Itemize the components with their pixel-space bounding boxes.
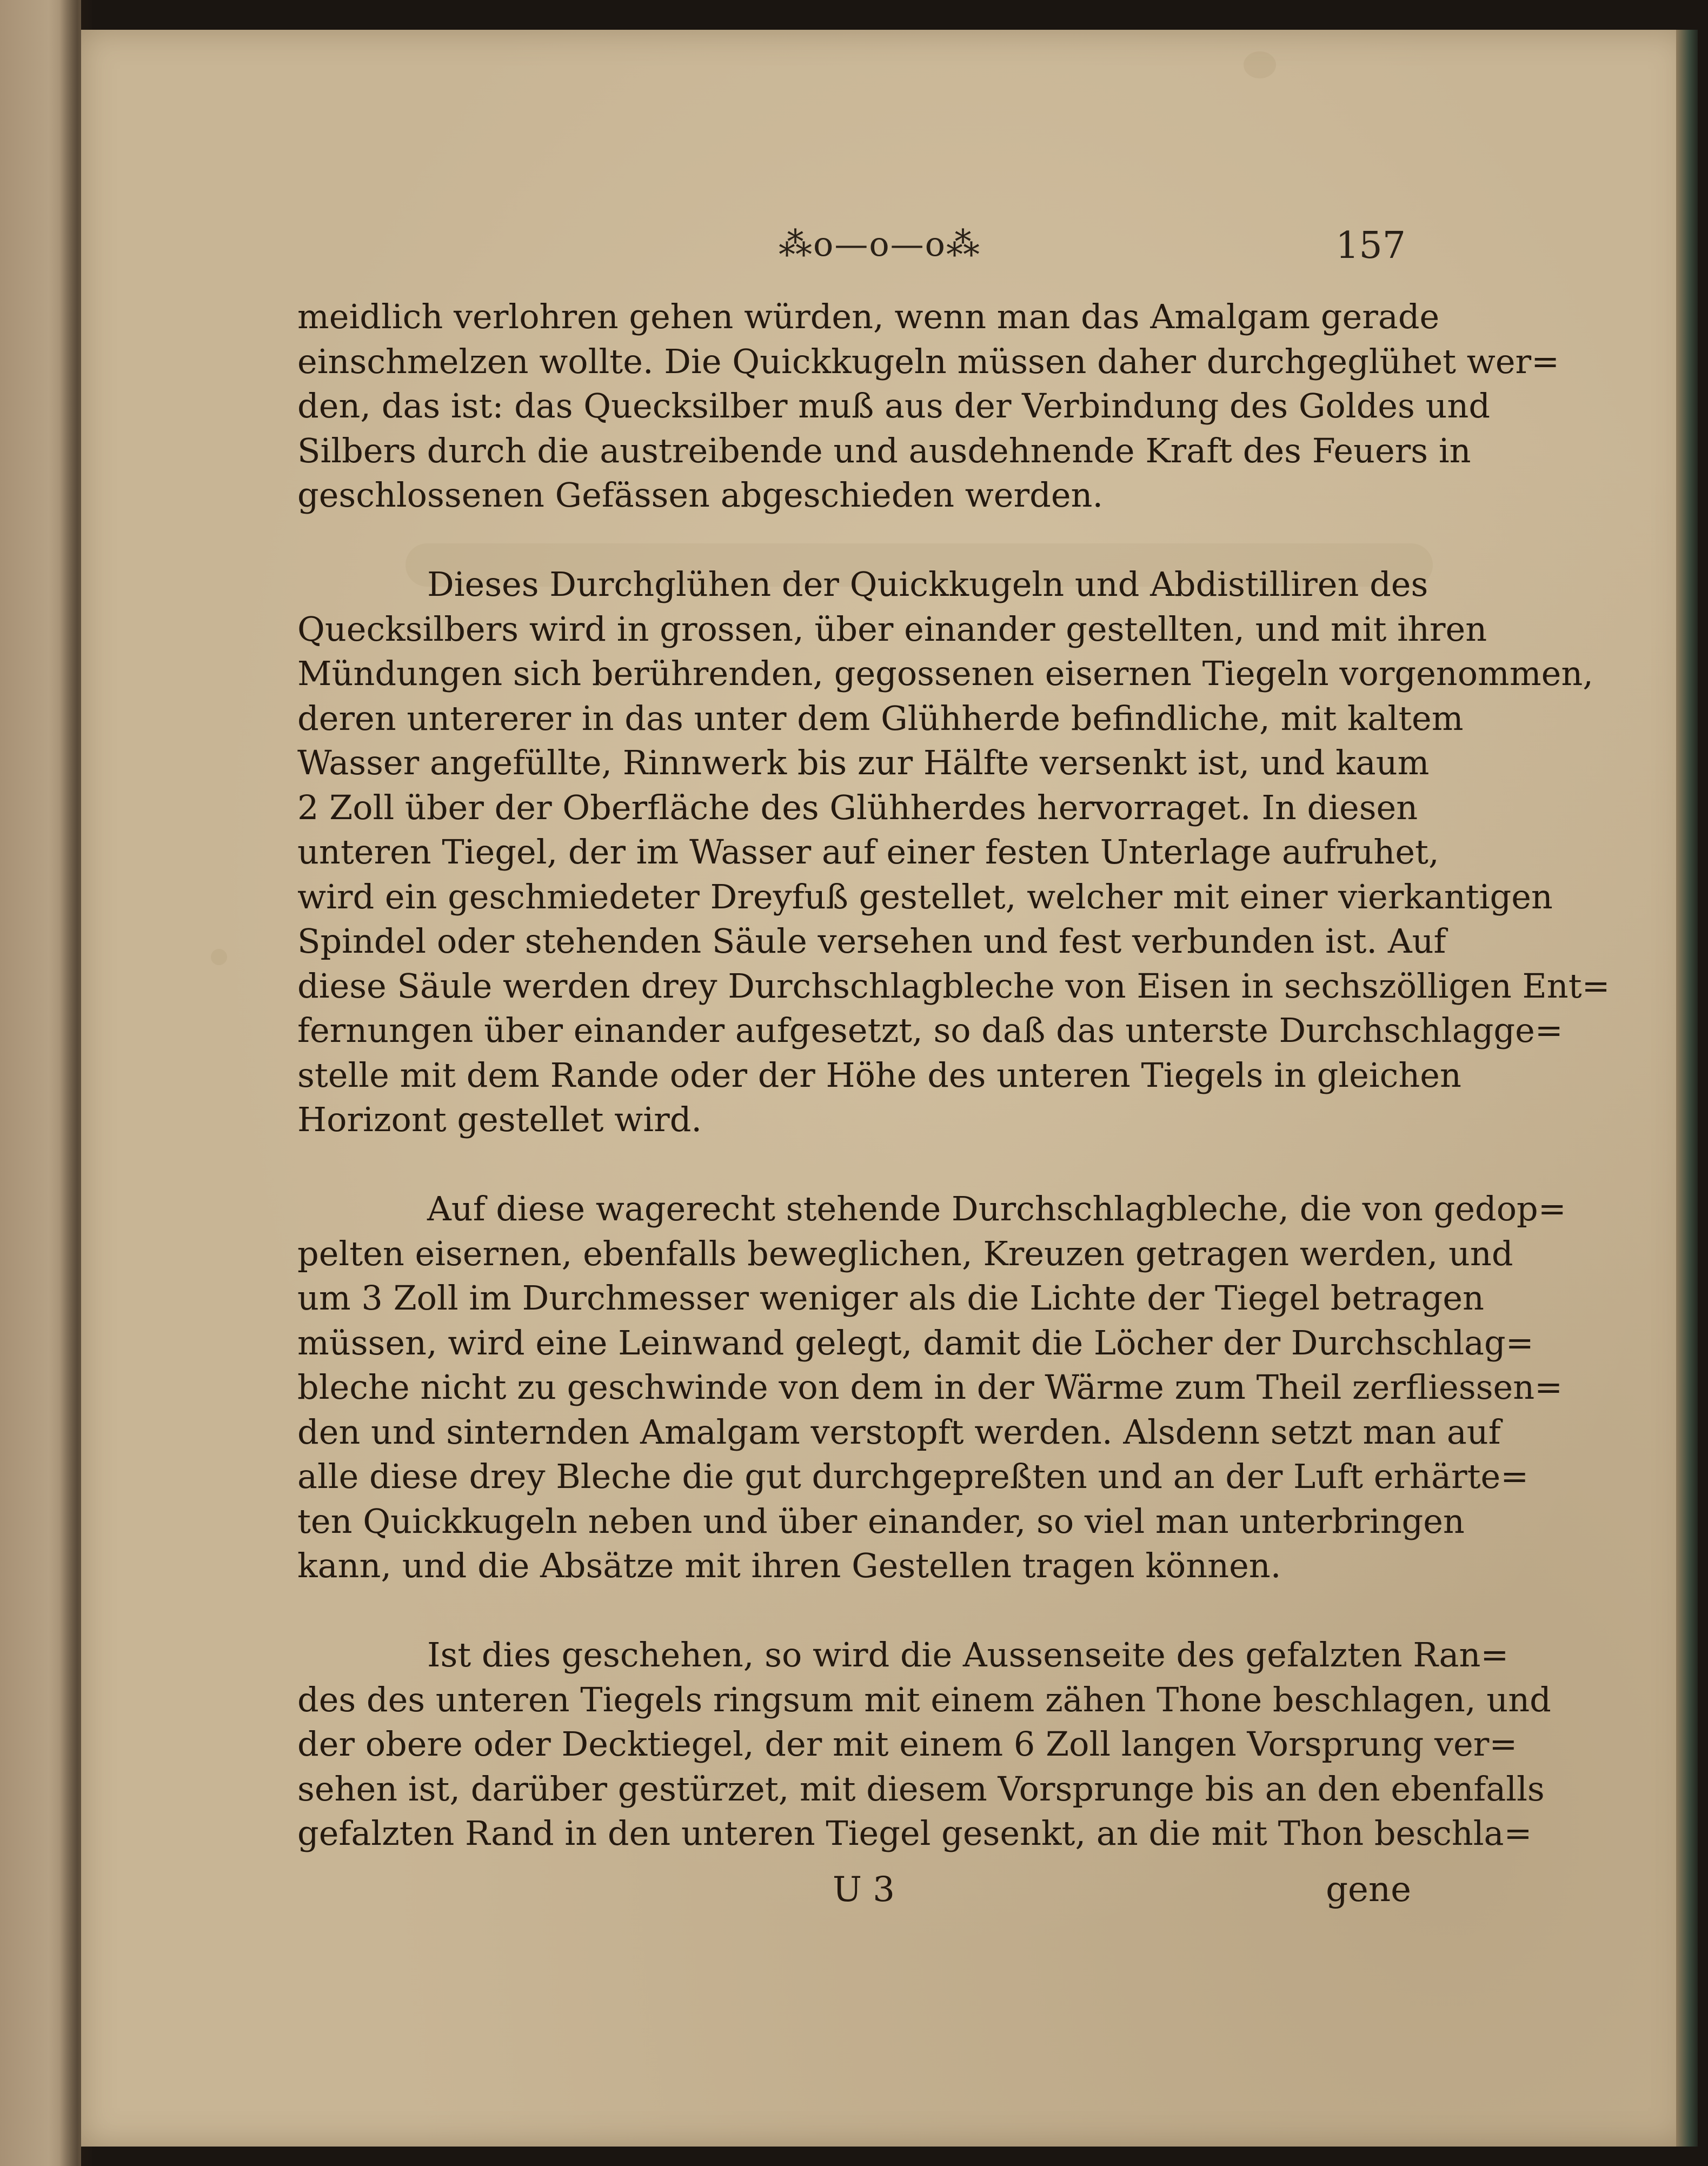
text-line: ten Quickkugeln neben und über einander, so viel man unterbringen — [297, 1501, 1465, 1541]
paragraph-1 — [297, 295, 1560, 518]
text-line: wird ein geschmiedeter Dreyfuß gestellet, welcher mit einer vierkantigen — [297, 876, 1553, 916]
text-line: alle diese drey Bleche die gut durchgepreßten und an der Luft erhärte= — [297, 1457, 1529, 1496]
text-line: pelten eisernen, ebenfalls beweglichen, Kreuzen getragen werden, und — [297, 1233, 1513, 1273]
text-line: Silbers durch die austreibende und ausdehnende Kraft des Feuers in — [297, 430, 1471, 470]
text-line: unteren Tiegel, der im Wasser auf einer festen Unterlage aufruhet, — [297, 832, 1439, 872]
body-text — [297, 295, 1610, 1856]
page-footer — [297, 1870, 1411, 1918]
text-line: Wasser angefüllte, Rinnwerk bis zur Hälfte versenkt ist, und kaum — [297, 743, 1430, 782]
text-line: Ist dies geschehen, so wird die Aussenseite des gefalzten Ran= — [427, 1635, 1509, 1675]
paragraph-gap — [297, 518, 1411, 563]
paper-stain — [1244, 51, 1276, 78]
text-line: kann, und die Absätze mit ihren Gestellen tragen können. — [297, 1546, 1281, 1585]
text-line: des des unteren Tiegels ringsum mit einem zähen Thone beschlagen, und — [297, 1679, 1551, 1719]
text-line: sehen ist, darüber gestürzet, mit diesem Vorsprunge bis an den ebenfalls — [297, 1769, 1545, 1809]
text-line: 2 Zoll über der Oberfläche des Glühherdes hervorraget. In diesen — [297, 787, 1418, 827]
page-number: 157 — [1335, 224, 1406, 267]
paragraph-4 — [297, 1633, 1551, 1856]
text-line: diese Säule werden drey Durchschlagbleche von Eisen in sechszölligen Ent= — [297, 966, 1610, 1006]
text-line: fernungen über einander aufgesetzt, so daß das unterste Durchschlagge= — [297, 1011, 1563, 1050]
text-line: Dieses Durchglühen der Quickkugeln und Abdistilliren des — [427, 564, 1428, 604]
signature-mark: U 3 — [833, 1870, 895, 1910]
page-header — [297, 224, 1406, 273]
page-edge — [1676, 30, 1698, 2147]
paragraph-gap — [297, 1142, 1411, 1187]
text-line: der obere oder Decktiegel, der mit einem 6 Zoll langen Vorsprung ver= — [297, 1724, 1518, 1764]
header-ornament: ⁂o—o—o⁂ — [779, 224, 981, 264]
paragraph-gap — [297, 1589, 1411, 1633]
catchword: gene — [1326, 1870, 1411, 1910]
text-line: bleche nicht zu geschwinde von dem in der Wärme zum Theil zerfliessen= — [297, 1367, 1563, 1407]
text-line: müssen, wird eine Leinwand gelegt, damit die Löcher der Durchschlag= — [297, 1323, 1534, 1363]
text-line: geschlossenen Gefässen abgeschieden werden. — [297, 475, 1104, 515]
text-line: Auf diese wagerecht stehende Durchschlagbleche, die von gedop= — [427, 1189, 1566, 1228]
paper-stain — [211, 949, 227, 965]
text-line: Horizont gestellet wird. — [297, 1100, 702, 1139]
text-line: den, das ist: das Quecksilber muß aus der Verbindung des Goldes und — [297, 386, 1491, 426]
text-line: Mündungen sich berührenden, gegossenen eisernen Tiegeln vorgenommen, — [297, 654, 1593, 693]
text-line: den und sinternden Amalgam verstopft werden. Alsdenn setzt man auf — [297, 1412, 1501, 1452]
text-line: stelle mit dem Rande oder der Höhe des unteren Tiegels in gleichen — [297, 1055, 1461, 1095]
text-line: meidlich verlohren gehen würden, wenn man das Amalgam gerade — [297, 297, 1440, 336]
text-line: Quecksilbers wird in grossen, über einander gestellten, und mit ihren — [297, 609, 1487, 649]
text-line: gefalzten Rand in den unteren Tiegel gesenkt, an die mit Thon beschla= — [297, 1813, 1532, 1853]
text-line: Spindel oder stehenden Säule versehen und fest verbunden ist. Auf — [297, 921, 1446, 961]
text-line: einschmelzen wollte. Die Quickkugeln müssen daher durchgeglühet wer= — [297, 341, 1560, 381]
paragraph-3 — [297, 1187, 1566, 1589]
paragraph-2 — [297, 562, 1610, 1142]
text-line: deren untererer in das unter dem Glühherde befindliche, mit kaltem — [297, 698, 1464, 738]
text-line: um 3 Zoll im Durchmesser weniger als die Lichte der Tiegel betragen — [297, 1278, 1484, 1318]
